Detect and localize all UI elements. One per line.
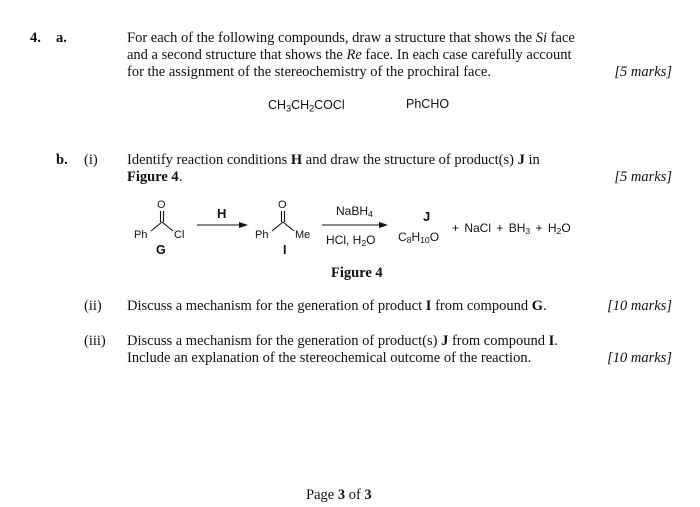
- g-bond-cl: [162, 222, 173, 231]
- g-bond-ph: [151, 222, 162, 231]
- part-a-line-1: For each of the following compounds, draw a structure that shows the Si face: [127, 30, 575, 46]
- byproducts: + NaCl + $BH_3 + H_2O$: [452, 221, 571, 237]
- product-j-formula: $C_8H_{10}O$: [398, 230, 440, 246]
- part-b-iii-label: (iii): [84, 333, 106, 349]
- part-b-i-line-1: Identify reaction conditions H and draw the structure of product(s) J in: [127, 152, 540, 168]
- arrow-reduction-head: [379, 222, 388, 228]
- reagent-nabh4: NaBH$_4$: [336, 204, 373, 220]
- reagent-hcl-water: HCl, $H_2O$: [326, 233, 376, 249]
- g-chlorine: Cl: [174, 229, 185, 241]
- part-b-ii-marks: [10 marks]: [607, 298, 672, 314]
- page-footer: Page 3 of 3: [306, 487, 372, 503]
- part-a-line-2: and a second structure that shows the Re face. In each case carefully account: [127, 47, 572, 63]
- part-a-marks: [5 marks]: [614, 64, 672, 80]
- question-number: 4.: [30, 30, 41, 46]
- part-a-label: a.: [56, 30, 67, 46]
- part-b-i-line-2: Figure 4.: [127, 169, 183, 185]
- g-phenyl: Ph: [134, 229, 148, 241]
- part-b-ii-text: Discuss a mechanism for the generation of product I from compound G.: [127, 298, 547, 314]
- part-a-line-3: for the assignment of the stereochemistry of the prochiral face.: [127, 64, 491, 80]
- i-phenyl: Ph: [255, 229, 269, 241]
- i-oxygen: O: [278, 199, 287, 211]
- compound-g-label: G: [156, 243, 166, 257]
- reagent-h-label: H: [217, 206, 227, 221]
- part-b-iii-line-2: Include an explanation of the stereochemical outcome of the reaction.: [127, 350, 532, 366]
- i-bond-me: [283, 222, 294, 231]
- part-b-ii-label: (ii): [84, 298, 102, 314]
- part-b-iii-marks: [10 marks]: [607, 350, 672, 366]
- compound-i-label: I: [283, 243, 287, 257]
- part-b-i-label: (i): [84, 152, 98, 168]
- part-b-iii-line-1: Discuss a mechanism for the generation of product(s) J from compound I.: [127, 333, 558, 349]
- i-bond-ph: [272, 222, 283, 231]
- part-b-label: b.: [56, 152, 68, 168]
- re-term: Re: [346, 47, 362, 63]
- compound-propanoyl-chloride: $CH_3CH_2COCl$: [268, 98, 345, 114]
- compound-benzaldehyde: PhCHO: [406, 97, 450, 111]
- si-term: Si: [535, 30, 548, 46]
- arrow-h-head: [239, 222, 248, 228]
- figure-caption: Figure 4: [331, 265, 383, 281]
- product-j-label: J: [423, 209, 431, 224]
- i-methyl: Me: [295, 229, 311, 241]
- g-oxygen: O: [157, 199, 166, 211]
- part-b-i-marks: [5 marks]: [614, 169, 672, 185]
